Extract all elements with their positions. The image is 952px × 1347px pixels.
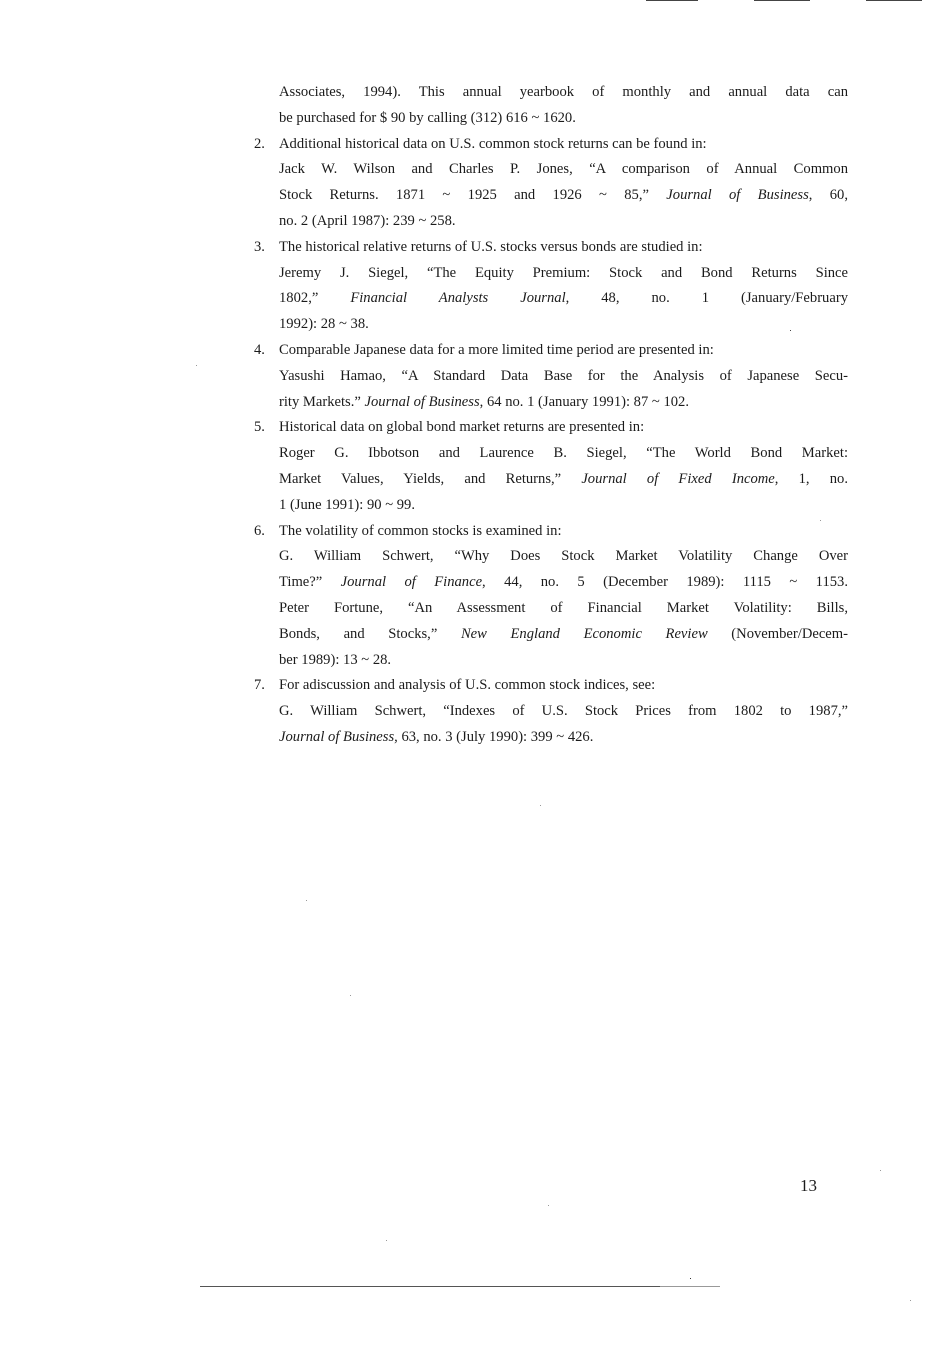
journal-title: Financial Analysts Journal: [350, 290, 566, 307]
note-line: Jack W. Wilson and Charles P. Jones, “A comparison of Annual Common: [279, 161, 848, 178]
note-4: [254, 338, 848, 415]
note-line: Additional historical data on U.S. common stock returns can be found in:: [279, 135, 707, 152]
journal-title: Journal of Business: [279, 728, 395, 745]
note-line: Historical data on global bond market returns are presented in:: [279, 419, 645, 436]
scan-speck: [196, 365, 197, 366]
journal-title: Journal of Business: [364, 393, 480, 410]
note-6: [254, 519, 848, 674]
top-rule-3: [866, 0, 922, 1]
note-line-with-journal: Market Values, Yields, and Returns,” Journal of Fixed Income, 1, no.: [279, 470, 848, 487]
note-5: [254, 415, 848, 518]
note-line: For adiscussion and analysis of U.S. common stock indices, see:: [279, 677, 656, 694]
journal-title: New England Economic Review: [460, 625, 708, 642]
top-rule-1: [646, 0, 698, 1]
note-line: no. 2 (April 1987): 239 ~ 258.: [279, 212, 456, 229]
note-number: 4.: [254, 341, 265, 358]
bottom-rule-tail: [660, 1286, 720, 1287]
note-line: The historical relative returns of U.S. stocks versus bonds are studied in:: [279, 238, 703, 255]
note-number: 7.: [254, 677, 265, 694]
scan-speck: [548, 1205, 549, 1206]
scan-speck: [880, 1170, 881, 1171]
note-number: 2.: [254, 135, 265, 152]
note-line: be purchased for $ 90 by calling (312) 616 ~ 1620.: [279, 109, 576, 126]
note-2: [254, 132, 848, 235]
note-line: Associates, 1994). This annual yearbook of monthly and annual data can: [279, 84, 848, 100]
bottom-rule: [200, 1286, 690, 1287]
note-line: The volatility of common stocks is examined in:: [279, 522, 562, 539]
note-line: Roger G. Ibbotson and Laurence B. Siegel, “The World Bond Market:: [279, 445, 848, 462]
note-line-with-journal: Time?” Journal of Finance, 44, no. 5 (December 1989): 1115 ~ 1153.: [279, 574, 848, 591]
note-3: [254, 235, 848, 338]
note-line-with-journal: rity Markets.” Journal of Business, 64 no. 1 (January 1991): 87 ~ 102.: [279, 393, 689, 410]
notes-body: [254, 80, 848, 751]
scan-speck: [306, 900, 307, 901]
note-number: 3.: [254, 238, 265, 255]
note-line-with-journal: Stock Returns. 1871 ~ 1925 and 1926 ~ 85,” Journal of Business, 60,: [279, 187, 848, 204]
note-line: Comparable Japanese data for a more limited time period are presented in:: [279, 341, 714, 358]
note-line: Jeremy J. Siegel, “The Equity Premium: Stock and Bond Returns Since: [279, 264, 848, 281]
scan-speck: [790, 330, 791, 331]
note-line-with-journal: Bonds, and Stocks,” New England Economic Review (November/Decem-: [279, 625, 848, 642]
note-line-with-journal: Journal of Business, 63, no. 3 (July 1990): 399 ~ 426.: [279, 728, 594, 745]
journal-title: Journal of Finance: [340, 574, 483, 591]
top-rule-2: [754, 0, 810, 1]
journal-title: Journal of Business: [666, 187, 809, 204]
note-line: 1992): 28 ~ 38.: [279, 316, 369, 333]
scan-speck: [350, 995, 351, 996]
note-number: 6.: [254, 522, 265, 539]
note-line: Yasushi Hamao, “A Standard Data Base for the Analysis of Japanese Secu-: [279, 367, 848, 384]
scan-speck: [690, 1278, 691, 1279]
note-number: 5.: [254, 419, 265, 436]
note-line: G. William Schwert, “Why Does Stock Market Volatility Change Over: [279, 548, 848, 565]
note-line: G. William Schwert, “Indexes of U.S. Stock Prices from 1802 to 1987,”: [279, 703, 848, 720]
note-line: 1 (June 1991): 90 ~ 99.: [279, 496, 415, 513]
scan-speck: [910, 1300, 911, 1301]
scan-speck: [540, 805, 541, 806]
note-line: Peter Fortune, “An Assessment of Financial Market Volatility: Bills,: [279, 599, 848, 616]
scan-speck: [386, 1240, 387, 1241]
note-1-continuation: [254, 80, 848, 132]
journal-title: Journal of Fixed Income: [581, 470, 775, 487]
note-7: [254, 673, 848, 750]
note-line-with-journal: 1802,” Financial Analysts Journal, 48, no. 1 (January/February: [279, 290, 848, 307]
page-number: 13: [800, 1176, 817, 1195]
note-line: ber 1989): 13 ~ 28.: [279, 651, 392, 668]
scan-speck: [820, 520, 821, 521]
